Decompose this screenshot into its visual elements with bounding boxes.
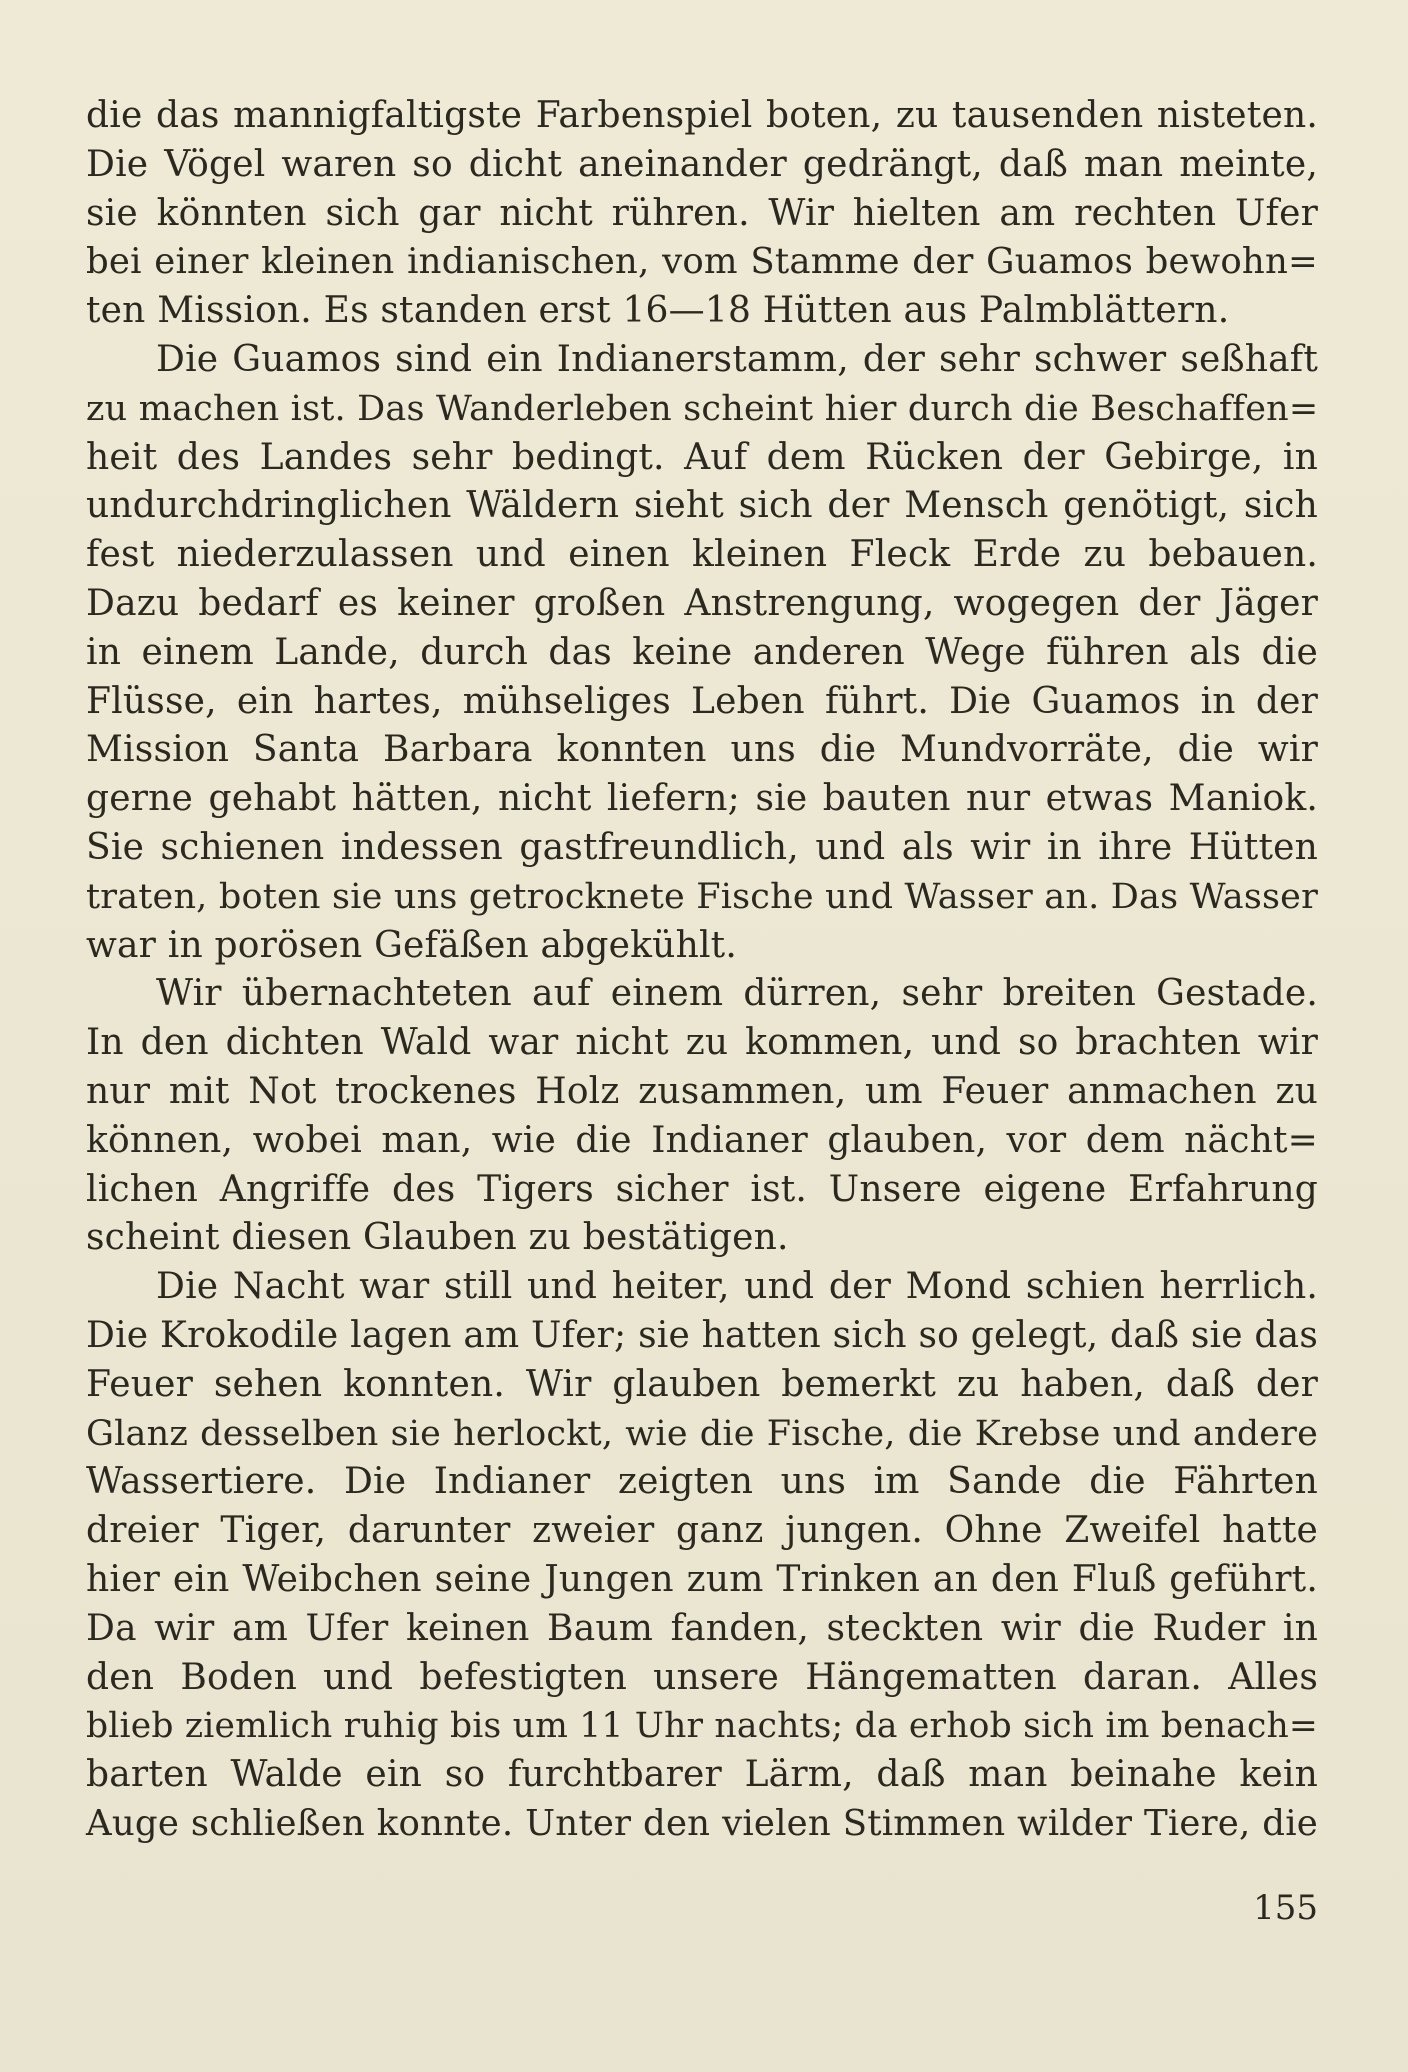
text-line: Die Nacht war still und heiter, und der Mond schien herrlich. — [156, 1266, 1318, 1308]
text-line: Da wir am Ufer keinen Baum fanden, steckten wir die Ruder in — [86, 1607, 1318, 1649]
text-line: war in porösen Gefäßen abgekühlt. — [86, 924, 737, 966]
text-line: Flüsse, ein hartes, mühseliges Leben führt. Die Guamos in der — [86, 680, 1318, 722]
text-line: In den dichten Wald war nicht zu kommen, und so brachten wir — [86, 1022, 1318, 1064]
text-line: können, wobei man, wie die Indianer glauben, vor dem nächt= — [86, 1119, 1318, 1161]
text-line: heit des Landes sehr bedingt. Auf dem Rücken der Gebirge, in — [86, 436, 1318, 478]
text-line: Wir übernachteten auf einem dürren, sehr breiten Gestade. — [156, 973, 1318, 1015]
text-line: Mission Santa Barbara konnten uns die Mundvorräte, die wir — [86, 729, 1318, 771]
text-line: bei einer kleinen indianischen, vom Stamme der Guamos bewohn= — [86, 241, 1318, 283]
text-line: hier ein Weibchen seine Jungen zum Trinken an den Fluß geführt. — [86, 1558, 1318, 1600]
text-line: Die Vögel waren so dicht aneinander gedrängt, daß man meinte, — [86, 143, 1318, 185]
text-line: Die Guamos sind ein Indianerstamm, der sehr schwer seßhaft — [156, 338, 1318, 380]
text-line: sie könnten sich gar nicht rühren. Wir hielten am rechten Ufer — [86, 192, 1318, 234]
text-line: undurchdringlichen Wäldern sieht sich der Mensch genötigt, sich — [86, 485, 1318, 527]
text-line: lichen Angriffe des Tigers sicher ist. Unsere eigene Erfahrung — [86, 1168, 1318, 1210]
text-line: Feuer sehen konnten. Wir glauben bemerkt zu haben, daß der — [86, 1363, 1318, 1405]
text-line: Glanz desselben sie herlockt, wie die Fische, die Krebse und andere — [86, 1413, 1318, 1454]
text-line: die das mannigfaltigste Farbenspiel boten, zu tausenden nisteten. — [86, 95, 1318, 136]
text-line: fest niederzulassen und einen kleinen Fleck Erde zu bebauen. — [86, 534, 1318, 576]
text-line: blieb ziemlich ruhig bis um 11 Uhr nachts; da erhob sich im benach= — [86, 1706, 1318, 1747]
text-line: dreier Tiger, darunter zweier ganz jungen. Ohne Zweifel hatte — [86, 1510, 1318, 1552]
text-line: gerne gehabt hätten, nicht liefern; sie bauten nur etwas Maniok. — [86, 778, 1318, 820]
text-line: Die Krokodile lagen am Ufer; sie hatten sich so gelegt, daß sie das — [86, 1314, 1318, 1356]
text-line: den Boden und befestigten unsere Hängematten daran. Alles — [86, 1656, 1318, 1698]
page-number: 155 — [1253, 1888, 1318, 1928]
text-line: ten Mission. Es standen erst 16—18 Hütten aus Palmblättern. — [86, 290, 1230, 332]
text-line: Auge schließen konnte. Unter den vielen Stimmen wilder Tiere, die — [86, 1802, 1318, 1844]
text-line: scheint diesen Glauben zu bestätigen. — [86, 1217, 789, 1259]
text-line: Dazu bedarf es keiner großen Anstrengung, wogegen der Jäger — [86, 582, 1318, 624]
body-text — [86, 92, 1318, 1849]
text-line: zu machen ist. Das Wanderleben scheint hier durch die Beschaffen= — [86, 388, 1319, 429]
text-line: barten Walde ein so furchtbarer Lärm, daß man beinahe kein — [86, 1754, 1318, 1796]
text-line: Wassertiere. Die Indianer zeigten uns im Sande die Fährten — [86, 1461, 1318, 1503]
text-line: Sie schienen indessen gastfreundlich, und als wir in ihre Hütten — [86, 826, 1318, 868]
text-line: traten, boten sie uns getrocknete Fische und Wasser an. Das Wasser — [86, 876, 1318, 917]
text-line: nur mit Not trockenes Holz zusammen, um Feuer anmachen zu — [86, 1070, 1318, 1112]
text-line: in einem Lande, durch das keine anderen Wege führen als die — [86, 631, 1318, 673]
